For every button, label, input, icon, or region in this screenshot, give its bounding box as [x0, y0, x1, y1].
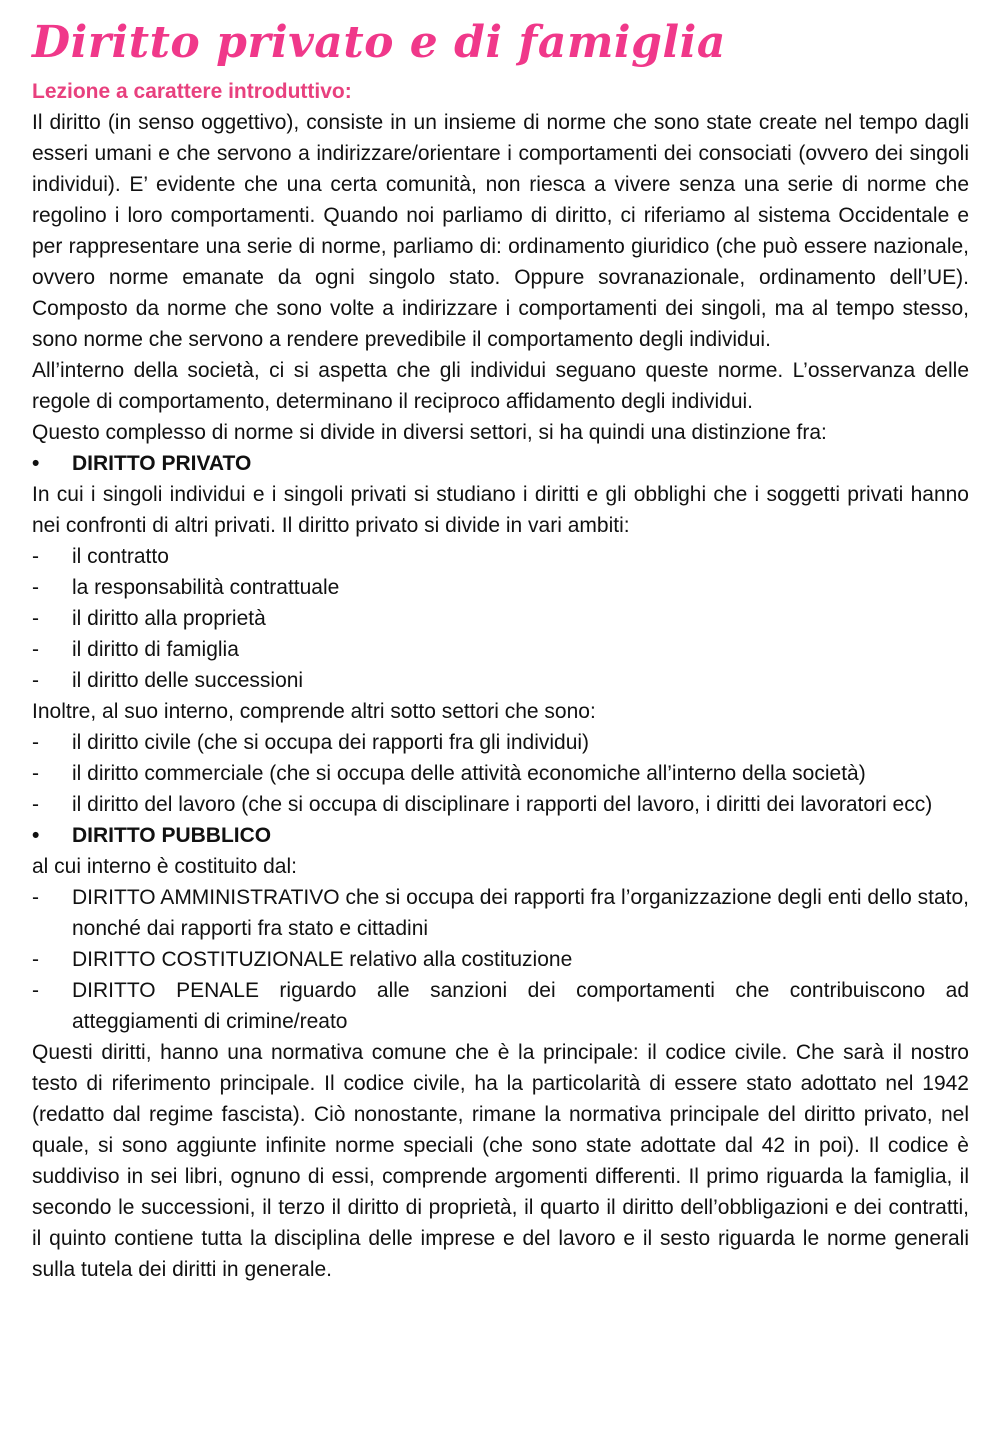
lesson-subtitle: Lezione a carattere introduttivo:	[32, 80, 352, 103]
dash-marker: -	[32, 762, 39, 785]
list-item-text: il diritto delle successioni	[72, 669, 304, 692]
public-law-intro: al cui interno è costituito dal:	[32, 855, 297, 878]
list-item	[32, 541, 969, 572]
intro-paragraph: Il diritto (in senso oggettivo), consiste in un insieme di norme che sono state create nel tempo dagli esseri umani e che servono a indirizzare/orientare i comportamenti dei consociati (ovvero dei singoli individui). E’ evidente che una certa comunità, non riesca a vivere senza una serie di norme che regolino i loro comportamenti. Quando noi parliamo di diritto, ci riferiamo al sistema Occidentale e per rappresentare una serie di norme, parliamo di: ordinamento giuridico (che può essere nazionale, ovvero norme emanate da ogni singolo stato. Oppure sovranazionale, ordinamento dell’UE). Composto da norme che sono volte a indirizzare i comportamenti dei singoli, ma al tempo stesso, sono norme che servono a rendere prevedibile il comportamento degli individui.	[32, 111, 969, 351]
list-item-text: il diritto civile (che si occupa dei rapporti fra gli individui)	[72, 731, 590, 754]
bullet-marker: •	[32, 824, 40, 847]
list-item-text: il diritto del lavoro (che si occupa di disciplinare i rapporti del lavoro, i diritti dei lavoratori ecc)	[72, 793, 933, 816]
dash-marker: -	[32, 576, 39, 599]
page-title: Diritto privato e di famiglia	[32, 17, 726, 68]
list-item	[32, 727, 969, 758]
list-item-text: DIRITTO COSTITUZIONALE relativo alla costituzione	[72, 948, 573, 971]
dash-marker: -	[32, 793, 39, 816]
list-item	[32, 603, 969, 634]
dash-marker: -	[32, 638, 39, 661]
list-item	[32, 882, 969, 944]
dash-marker: -	[32, 669, 39, 692]
list-item	[32, 665, 969, 696]
list-item	[32, 758, 969, 789]
list-item	[32, 975, 969, 1037]
list-item-text: la responsabilità contrattuale	[72, 576, 340, 599]
society-paragraph: All’interno della società, ci si aspetta che gli individui seguano queste norme. L’osservanza delle regole di comportamento, determinano il reciproco affidamento degli individui.	[32, 359, 969, 413]
distinction-paragraph: Questo complesso di norme si divide in diversi settori, si ha quindi una distinzione fra:	[32, 421, 827, 444]
dash-marker: -	[32, 979, 39, 1002]
public-law-heading-item	[32, 820, 969, 851]
private-law-areas-list	[32, 541, 969, 696]
subsectors-intro: Inoltre, al suo interno, comprende altri sotto settori che sono:	[32, 700, 596, 723]
list-item-text: il diritto di famiglia	[72, 638, 239, 661]
private-law-subsectors-list	[32, 727, 969, 820]
civil-code-paragraph: Questi diritti, hanno una normativa comune che è la principale: il codice civile. Che sarà il nostro testo di riferimento principale. Il codice civile, ha la particolarità di essere stato adottato nel 1942 (redatto dal regime fascista). Ciò nonostante, rimane la normativa principale del diritto privato, nel quale, si sono aggiunte infinite norme speciali (che sono state adottate dal 42 in poi). Il codice è suddiviso in sei libri, ognuno di essi, comprende argomenti differenti. Il primo riguarda la famiglia, il secondo le successioni, il terzo il diritto di proprietà, il quarto il diritto dell’obbligazioni e dei contratti, il quinto contiene tutta la disciplina delle imprese e del lavoro e il sesto riguarda le norme generali sulla tutela dei diritti in generale.	[32, 1041, 969, 1281]
public-law-heading: DIRITTO PUBBLICO	[72, 824, 272, 847]
private-law-heading-item	[32, 448, 969, 479]
list-item-text: il contratto	[72, 545, 169, 568]
dash-marker: -	[32, 948, 39, 971]
list-item-text: il diritto commerciale (che si occupa delle attività economiche all’interno della società)	[72, 762, 866, 785]
list-item-text: il diritto alla proprietà	[72, 607, 266, 630]
dash-marker: -	[32, 607, 39, 630]
list-item	[32, 789, 969, 820]
private-law-bullet-list	[32, 448, 969, 479]
list-item	[32, 572, 969, 603]
list-item	[32, 634, 969, 665]
public-law-items-list	[32, 882, 969, 1037]
bullet-marker: •	[32, 452, 40, 475]
list-item-text: DIRITTO AMMINISTRATIVO che si occupa dei rapporti fra l’organizzazione degli enti dello stato, nonché dai rapporti fra stato e cittadini	[72, 886, 969, 940]
private-law-description: In cui i singoli individui e i singoli privati si studiano i diritti e gli obblighi che i soggetti privati hanno nei confronti di altri privati. Il diritto privato si divide in vari ambiti:	[32, 483, 969, 537]
list-item	[32, 944, 969, 975]
private-law-heading: DIRITTO PRIVATO	[72, 452, 252, 475]
dash-marker: -	[32, 886, 39, 909]
public-law-bullet-list	[32, 820, 969, 851]
dash-marker: -	[32, 731, 39, 754]
dash-marker: -	[32, 545, 39, 568]
list-item-text: DIRITTO PENALE riguardo alle sanzioni dei comportamenti che contribuiscono ad atteggiamenti di crimine/reato	[72, 979, 969, 1033]
